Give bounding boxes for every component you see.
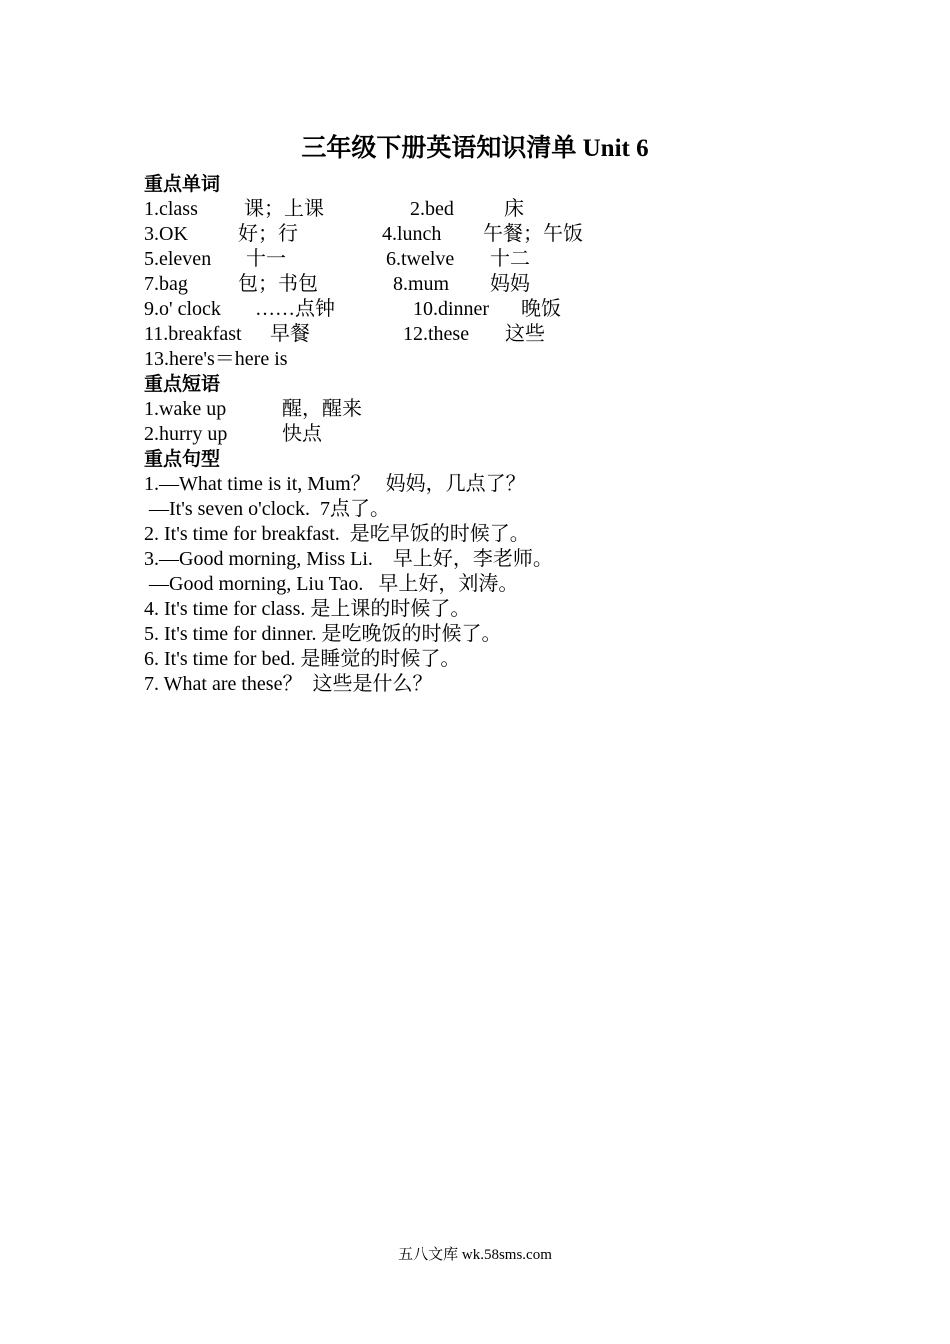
sentence-line: 2. It's time for breakfast. 是吃早饭的时候了。 bbox=[144, 523, 530, 545]
word-chinese: 晚饭 bbox=[521, 298, 561, 320]
word-chinese: 午餐；午饭 bbox=[483, 223, 583, 245]
sentence-line: 3.—Good morning, Miss Li. 早上好，李老师。 bbox=[144, 548, 553, 570]
section-heading-words: 重点单词 bbox=[144, 173, 221, 195]
word-row bbox=[144, 272, 844, 297]
phrase-row bbox=[144, 397, 844, 422]
word-english: 10.dinner bbox=[413, 298, 490, 320]
page-title: 三年级下册英语知识清单 Unit 6 bbox=[301, 135, 649, 162]
word-chinese: 早餐 bbox=[270, 323, 310, 345]
word-chinese: 这些 bbox=[505, 323, 545, 345]
section-heading-sentences: 重点句型 bbox=[144, 448, 221, 470]
sentence-line: 7. What are these？ 这些是什么？ bbox=[144, 673, 433, 695]
sentence-line: 5. It's time for dinner. 是吃晚饭的时候了。 bbox=[144, 623, 502, 645]
word-english: 8.mum bbox=[393, 273, 450, 295]
word-english: 6.twelve bbox=[386, 248, 455, 270]
word-row bbox=[144, 197, 844, 222]
word-chinese: 床 bbox=[504, 198, 524, 220]
word-item: 13.here's＝here is bbox=[144, 348, 288, 370]
phrase-english: 1.wake up bbox=[144, 398, 227, 420]
phrase-chinese: 快点 bbox=[282, 423, 322, 445]
word-list bbox=[144, 197, 844, 347]
word-chinese: 课；上课 bbox=[244, 198, 324, 220]
word-chinese: 十一 bbox=[246, 248, 286, 270]
sentence-line: 1.—What time is it, Mum？ 妈妈，几点了？ bbox=[144, 473, 526, 495]
content bbox=[144, 172, 844, 697]
footer-watermark: 五八文库 wk.58sms.com bbox=[398, 1247, 552, 1263]
word-english: 7.bag bbox=[144, 273, 188, 295]
word-english: 3.OK bbox=[144, 223, 188, 245]
word-chinese: 十二 bbox=[490, 248, 530, 270]
word-chinese: 包；书包 bbox=[238, 273, 318, 295]
word-english: 12.these bbox=[403, 323, 470, 345]
word-chinese: ……点钟 bbox=[255, 298, 335, 320]
sentence-line: 4. It's time for class. 是上课的时候了。 bbox=[144, 598, 471, 620]
word-chinese: 好；行 bbox=[238, 223, 298, 245]
sentence-line: —Good morning, Liu Tao. 早上好，刘涛。 bbox=[144, 573, 519, 595]
word-row bbox=[144, 297, 844, 322]
phrase-row bbox=[144, 422, 844, 447]
word-row bbox=[144, 222, 844, 247]
sentence-list bbox=[144, 472, 844, 697]
sentence-line: 6. It's time for bed. 是睡觉的时候了。 bbox=[144, 648, 461, 670]
word-english: 2.bed bbox=[410, 198, 454, 220]
section-heading-phrases: 重点短语 bbox=[144, 373, 221, 395]
word-english: 11.breakfast bbox=[144, 323, 242, 345]
word-row bbox=[144, 247, 844, 272]
word-chinese: 妈妈 bbox=[490, 273, 530, 295]
phrase-english: 2.hurry up bbox=[144, 423, 228, 445]
word-english: 1.class bbox=[144, 198, 198, 220]
word-english: 4.lunch bbox=[382, 223, 442, 245]
word-english: 9.o' clock bbox=[144, 298, 221, 320]
word-english: 5.eleven bbox=[144, 248, 212, 270]
phrase-chinese: 醒，醒来 bbox=[282, 398, 362, 420]
phrase-list bbox=[144, 397, 844, 447]
sentence-line: —It's seven o'clock. 7点了。 bbox=[144, 498, 391, 520]
word-row bbox=[144, 322, 844, 347]
